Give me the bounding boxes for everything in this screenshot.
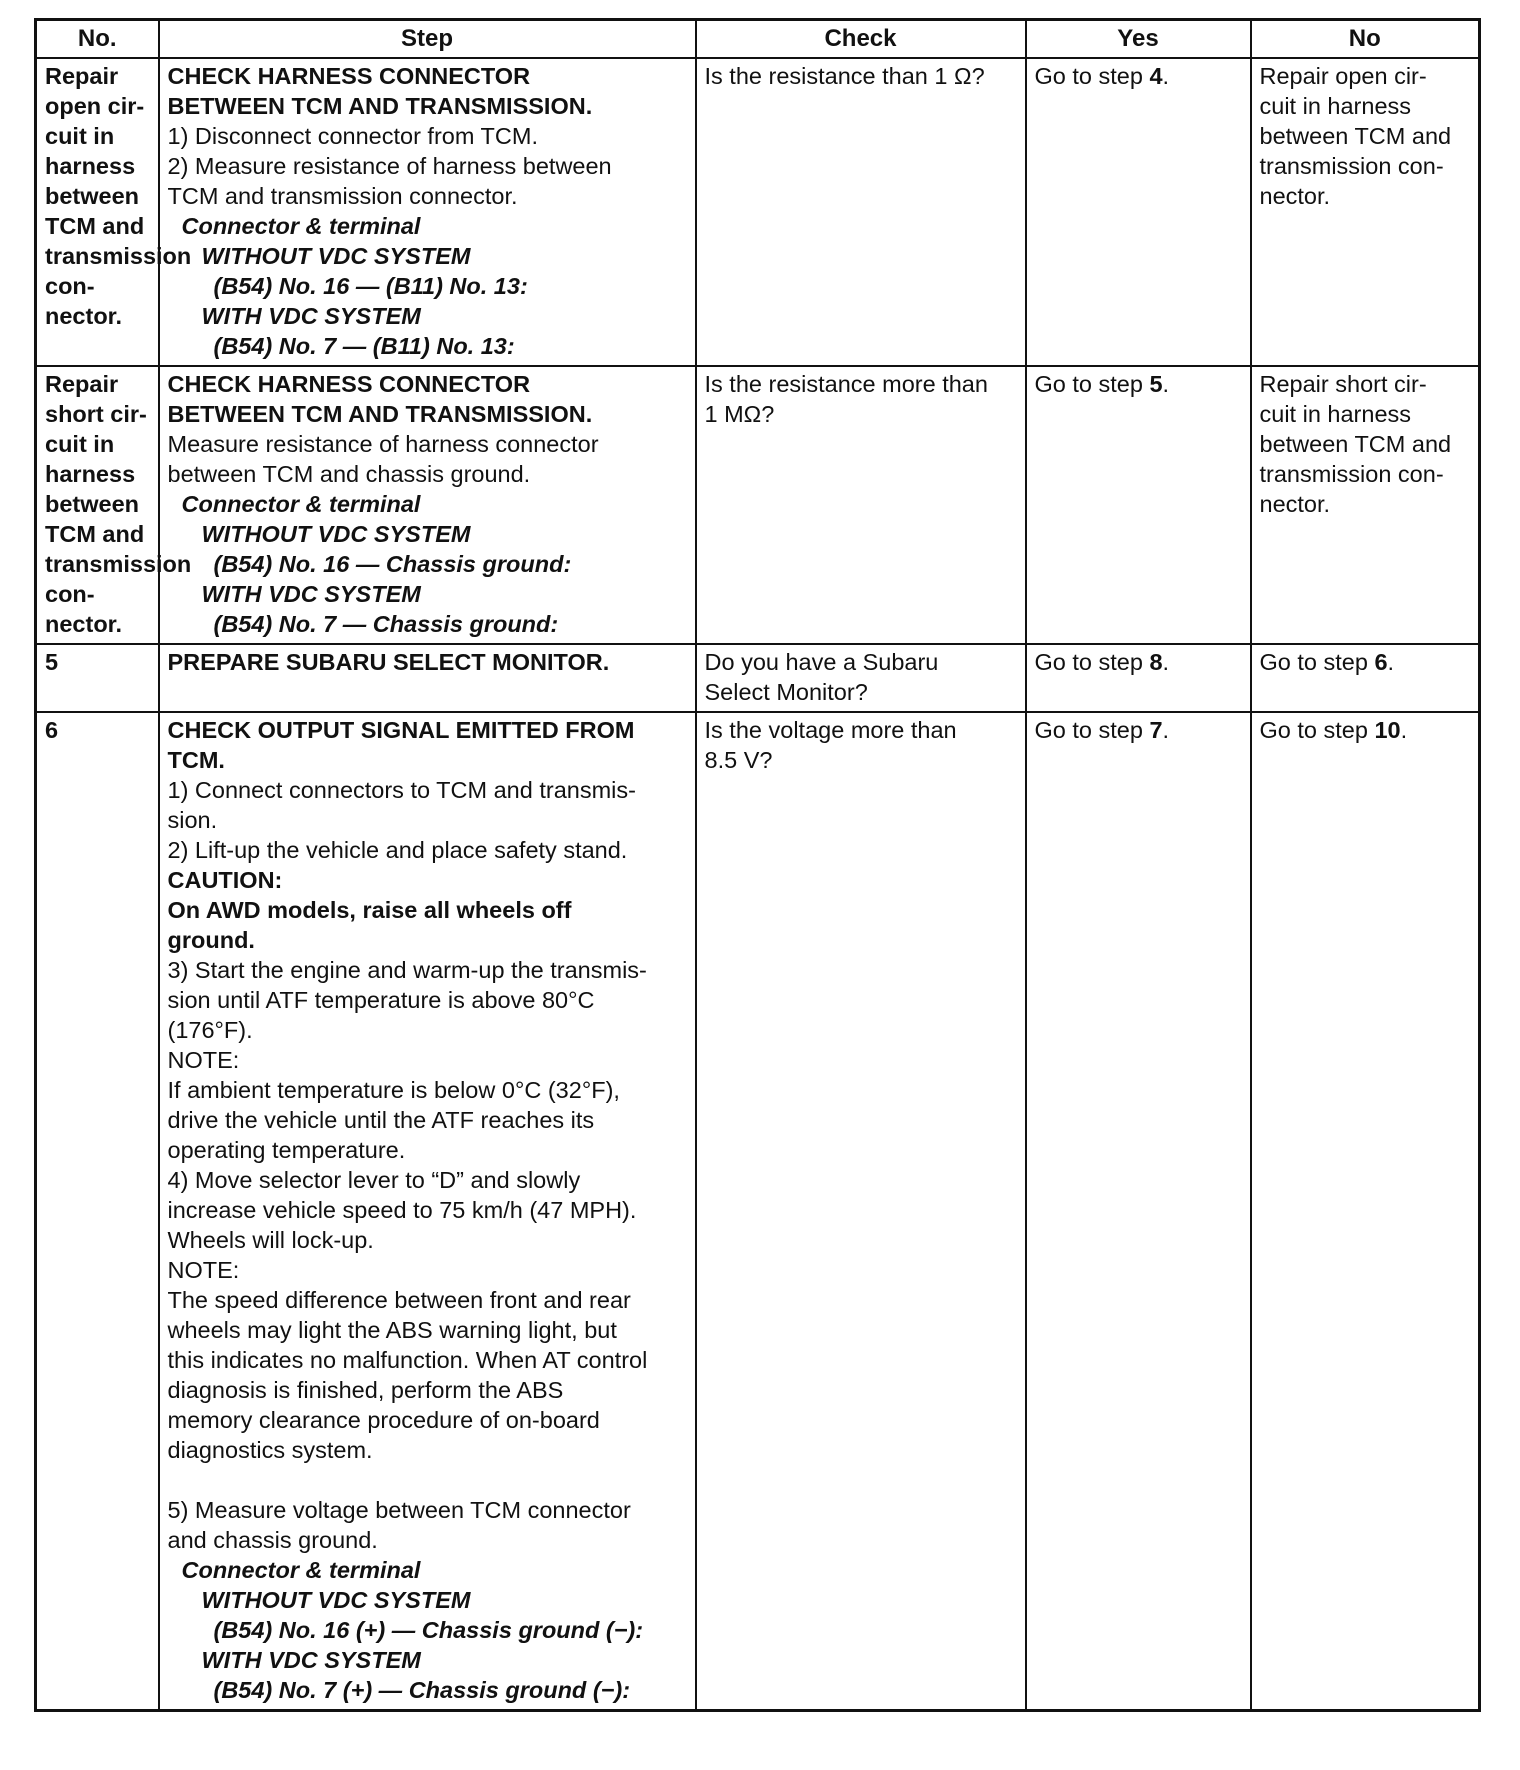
yes-goto-prefix: Go to step — [1034, 63, 1150, 89]
step-line: 1) Disconnect connector from TCM. — [167, 123, 538, 149]
check-line: Select Monitor? — [704, 679, 868, 705]
step-line: wheels may light the ABS warning light, but — [167, 1317, 617, 1343]
yes-goto-number: 7 — [1149, 717, 1163, 743]
step-line: memory clearance procedure of on-board — [167, 1407, 600, 1433]
check-line: Is the resistance more than — [704, 371, 988, 397]
no-text-line: nector. — [1259, 183, 1331, 209]
header-yes: Yes — [1026, 20, 1251, 59]
header-no-result: No — [1251, 20, 1480, 59]
no-text-line: Repair open cir- — [1259, 63, 1427, 89]
step-line: 1) Connect connectors to TCM and transmis- — [167, 777, 636, 803]
header-step: Step — [159, 20, 696, 59]
step-heading: CHECK OUTPUT SIGNAL EMITTED FROM — [167, 717, 635, 743]
yes-goto-suffix: . — [1162, 717, 1170, 743]
system-variant: WITHOUT VDC SYSTEM — [201, 243, 471, 269]
header-check: Check — [696, 20, 1026, 59]
step-description — [159, 644, 696, 712]
step-heading: TCM. — [167, 747, 225, 773]
no-text-line: cuit in harness — [1259, 401, 1412, 427]
yes-action — [1026, 58, 1251, 366]
yes-goto-suffix: . — [1162, 649, 1170, 675]
no-action — [1251, 58, 1480, 366]
no-text-line: nector. — [1259, 491, 1331, 517]
yes-goto-suffix: . — [1162, 63, 1170, 89]
no-text-line: between TCM and — [1259, 123, 1452, 149]
step-heading: On AWD models, raise all wheels off — [167, 897, 572, 923]
step-line: 2) Measure resistance of harness between — [167, 153, 612, 179]
step-line: If ambient temperature is below 0°C (32°F), — [167, 1077, 620, 1103]
step-line: drive the vehicle until the ATF reaches its — [167, 1107, 595, 1133]
terminal-spec: (B54) No. 7 — (B11) No. 13: — [213, 333, 515, 359]
no-goto-number: 6 — [1374, 649, 1388, 675]
diagnostic-table — [34, 18, 1481, 1712]
spacer — [168, 1465, 687, 1495]
check-question — [696, 712, 1026, 1711]
step-line: (176°F). — [167, 1017, 253, 1043]
step-line: 3) Start the engine and warm-up the transmis- — [167, 957, 647, 983]
no-text-line: transmission con- — [1259, 461, 1444, 487]
yes-goto-suffix: . — [1162, 371, 1170, 397]
table-row — [36, 712, 1480, 1711]
check-line: 1 MΩ? — [704, 401, 775, 427]
no-goto — [1260, 715, 1471, 745]
system-variant: WITHOUT VDC SYSTEM — [201, 1587, 471, 1613]
yes-goto-number: 4 — [1149, 63, 1163, 89]
step-heading: CHECK HARNESS CONNECTOR — [167, 371, 531, 397]
terminal-spec: (B54) No. 16 — Chassis ground: — [213, 551, 572, 577]
no-goto-suffix: . — [1400, 717, 1408, 743]
step-heading: PREPARE SUBARU SELECT MONITOR. — [167, 649, 610, 675]
step-line: between TCM and chassis ground. — [167, 461, 531, 487]
step-line: NOTE: — [167, 1257, 240, 1283]
step-number: 6 — [36, 712, 159, 1711]
no-action — [1251, 366, 1480, 644]
step-heading: ground. — [167, 927, 255, 953]
step-line: Wheels will lock-up. — [167, 1227, 374, 1253]
step-number: Repair open cir- cuit in harness between TCM and transmission con- nector. — [36, 58, 159, 366]
no-action — [1251, 644, 1480, 712]
terminal-spec: (B54) No. 7 (+) — Chassis ground (−): — [213, 1677, 631, 1703]
no-text-line: Repair short cir- — [1259, 371, 1427, 397]
no-text-line: between TCM and — [1259, 431, 1452, 457]
no-goto-prefix: Go to step — [1259, 717, 1375, 743]
step-line: diagnostics system. — [167, 1437, 373, 1463]
step-description — [159, 712, 696, 1711]
step-line: this indicates no malfunction. When AT control — [167, 1347, 648, 1373]
connector-label: Connector & terminal — [181, 491, 421, 517]
step-heading: BETWEEN TCM AND TRANSMISSION. — [167, 93, 593, 119]
system-variant: WITHOUT VDC SYSTEM — [201, 521, 471, 547]
step-number: 5 — [36, 644, 159, 712]
connector-label: Connector & terminal — [181, 213, 421, 239]
check-line: Is the voltage more than — [704, 717, 957, 743]
no-text-line: transmission con- — [1259, 153, 1444, 179]
step-line: 5) Measure voltage between TCM connector — [167, 1497, 631, 1523]
yes-goto-prefix: Go to step — [1034, 717, 1150, 743]
step-heading: BETWEEN TCM AND TRANSMISSION. — [167, 401, 593, 427]
step-heading: CHECK HARNESS CONNECTOR — [167, 63, 531, 89]
terminal-spec: (B54) No. 16 (+) — Chassis ground (−): — [213, 1617, 644, 1643]
system-variant: WITH VDC SYSTEM — [201, 303, 421, 329]
check-question — [696, 58, 1026, 366]
step-line: 2) Lift-up the vehicle and place safety stand. — [167, 837, 628, 863]
step-line: NOTE: — [167, 1047, 240, 1073]
step-line: operating temperature. — [167, 1137, 406, 1163]
step-line: increase vehicle speed to 75 km/h (47 MPH). — [167, 1197, 637, 1223]
no-action — [1251, 712, 1480, 1711]
check-question — [696, 366, 1026, 644]
yes-action — [1026, 712, 1251, 1711]
yes-goto — [1035, 61, 1242, 91]
terminal-spec: (B54) No. 7 — Chassis ground: — [213, 611, 559, 637]
step-line: Measure resistance of harness connector — [167, 431, 599, 457]
no-text-line: cuit in harness — [1259, 93, 1412, 119]
step-description — [159, 58, 696, 366]
header-no: No. — [36, 20, 159, 59]
check-line: Is the resistance than 1 Ω? — [704, 63, 985, 89]
connector-label: Connector & terminal — [181, 1557, 421, 1583]
table-row — [36, 644, 1480, 712]
check-line: Do you have a Subaru — [704, 649, 939, 675]
step-line: and chassis ground. — [167, 1527, 378, 1553]
step-line: sion. — [167, 807, 218, 833]
check-question — [696, 644, 1026, 712]
yes-goto-prefix: Go to step — [1034, 371, 1150, 397]
step-line: 4) Move selector lever to “D” and slowly — [167, 1167, 581, 1193]
system-variant: WITH VDC SYSTEM — [201, 581, 421, 607]
header-row — [36, 20, 1480, 59]
yes-goto-number: 8 — [1149, 649, 1163, 675]
step-line: diagnosis is finished, perform the ABS — [167, 1377, 564, 1403]
yes-action — [1026, 644, 1251, 712]
yes-goto-prefix: Go to step — [1034, 649, 1150, 675]
terminal-spec: (B54) No. 16 — (B11) No. 13: — [213, 273, 528, 299]
step-description — [159, 366, 696, 644]
no-goto-number: 10 — [1374, 717, 1401, 743]
yes-action — [1026, 366, 1251, 644]
step-line: sion until ATF temperature is above 80°C — [167, 987, 595, 1013]
check-line: 8.5 V? — [704, 747, 773, 773]
no-goto — [1260, 647, 1471, 677]
table-row — [36, 58, 1480, 366]
no-goto-prefix: Go to step — [1259, 649, 1375, 675]
step-number: Repair short cir- cuit in harness between TCM and transmission con- nector. — [36, 366, 159, 644]
yes-goto — [1035, 647, 1242, 677]
step-heading: CAUTION: — [167, 867, 283, 893]
yes-goto-number: 5 — [1149, 371, 1163, 397]
table-row — [36, 366, 1480, 644]
yes-goto — [1035, 369, 1242, 399]
system-variant: WITH VDC SYSTEM — [201, 1647, 421, 1673]
step-line: The speed difference between front and rear — [167, 1287, 631, 1313]
step-line: TCM and transmission connector. — [167, 183, 518, 209]
no-goto-suffix: . — [1387, 649, 1395, 675]
yes-goto — [1035, 715, 1242, 745]
